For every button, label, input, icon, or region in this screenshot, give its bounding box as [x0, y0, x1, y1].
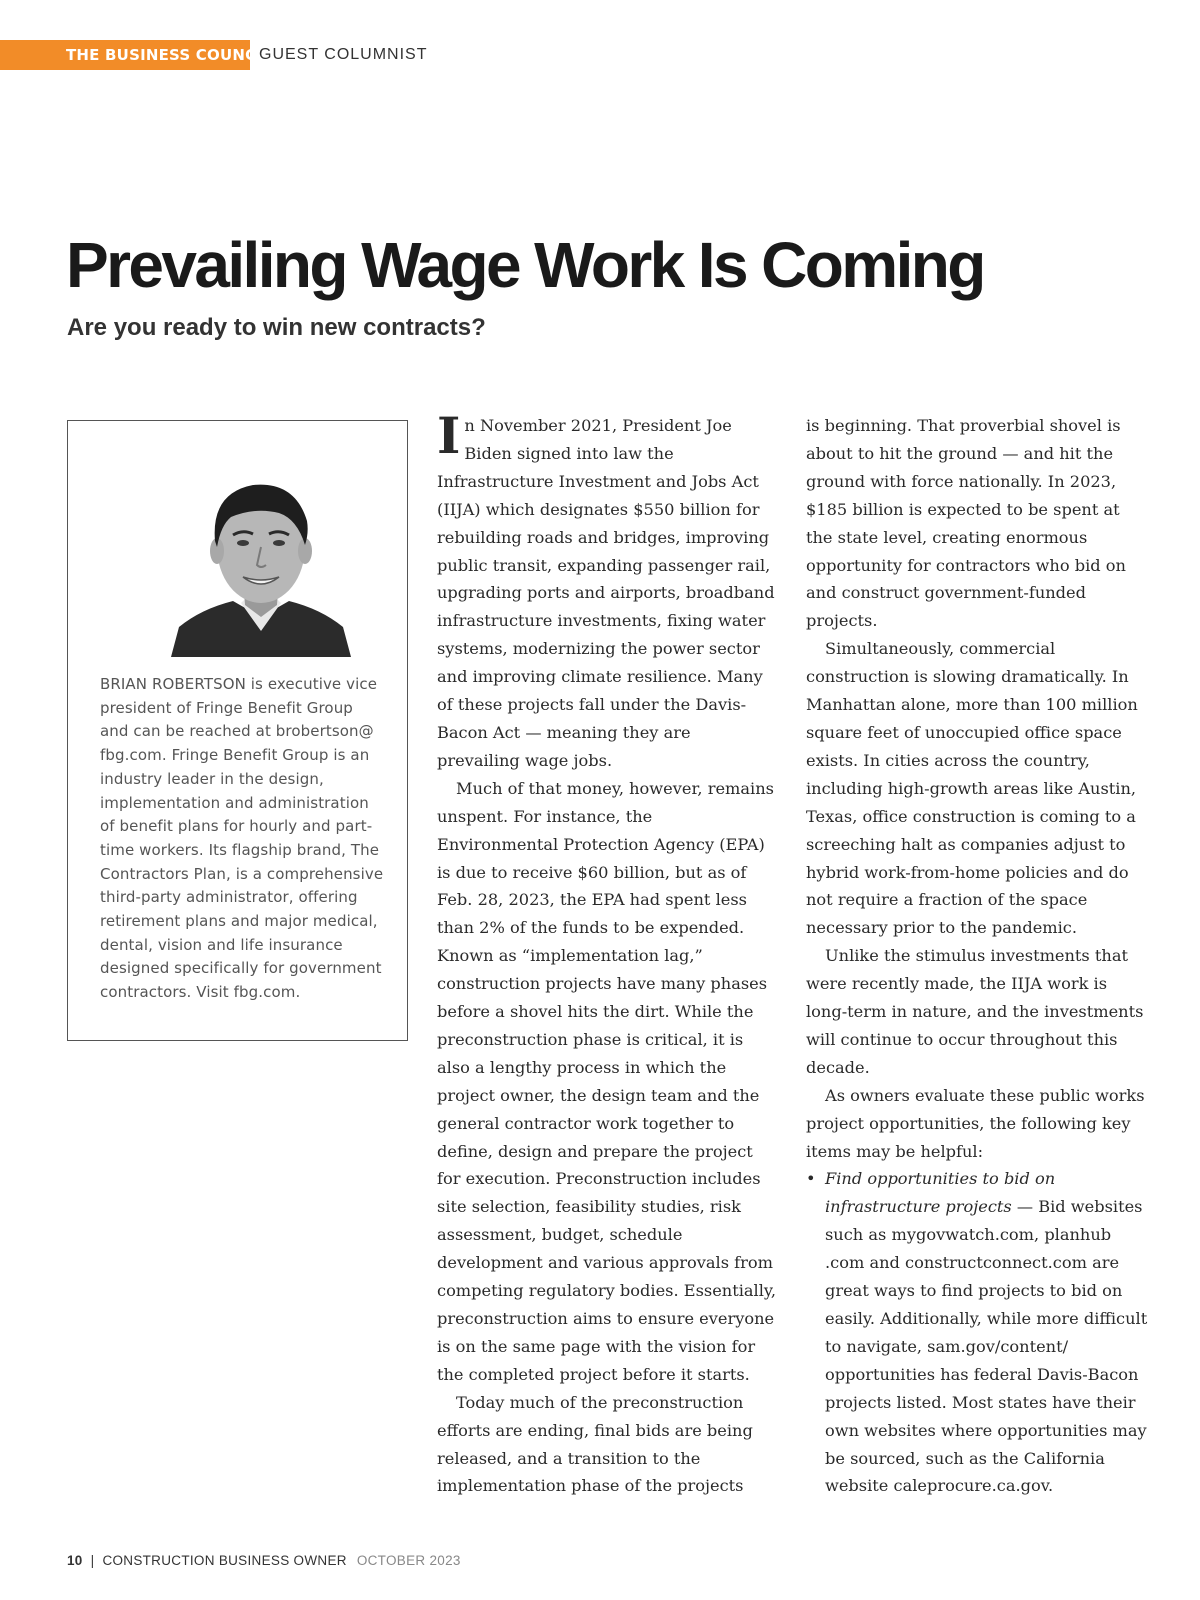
issue-date: OCTOBER 2023	[356, 1553, 461, 1568]
body-paragraph	[437, 406, 777, 775]
body-paragraph: Unlike the stimulus investments that were recently made, the IIJA work is long-term in nature, and the investments will continue to occur throughout this decade.	[806, 946, 1144, 1077]
body-paragraph: Simultaneously, commercial construction is slowing dramatically. In Manhattan alone, more than 100 million square feet of unoccupied office space exists. In cities across the country, including high-growth areas like Austin, Texas, office construction is coming to a screeching halt as companies adjust to hybrid work-from-home policies and do not require a fraction of the space necessary prior to the pandemic.	[806, 639, 1138, 938]
page-footer	[67, 1553, 461, 1568]
drop-cap: I	[437, 406, 461, 465]
author-bio: BRIAN ROBERTSON is executive vice president of Fringe Benefit Group and can be reached at brobertson@ fbg.com. Fringe Benefit Group is an industry leader in the design, implementation and administration of benefit plans for hourly and part-time workers. Its flagship brand, The Contractors Plan, is a comprehensive third-party administrator, offering retirement plans and major medical, dental, vision and life insurance designed specifically for government contractors. Visit fbg.com.	[100, 675, 384, 1002]
publication-name: CONSTRUCTION BUSINESS OWNER	[102, 1553, 347, 1568]
author-box	[67, 420, 408, 1041]
article-subtitle: Are you ready to win new contracts?	[67, 314, 486, 341]
body-paragraph: Today much of the preconstruction efforts are ending, final bids are being released, and a transition to the implementation phase of the projects	[437, 1392, 753, 1496]
section-tag: THE BUSINESS COUNCIL	[0, 40, 250, 70]
footer-separator: |	[90, 1553, 95, 1568]
list-item	[825, 1165, 1151, 1500]
page-number: 10	[67, 1553, 83, 1568]
list-item-lead: Find opportunities to bid on infrastructure projects	[825, 1169, 1056, 1217]
tips-list	[806, 1165, 1151, 1500]
paragraph-text: n November 2021, President Joe Biden signed into law the Infrastructure Investment and Jobs Act (IIJA) which designates $550 billion for rebuilding roads and bridges, improving public transit, expanding passenger rail, upgrading ports and airports, broadband infrastructure investments, fixing water systems, modernizing the power sector and improving climate resilience. Many of these projects fall under the Davis-Bacon Act — meaning they are prevailing wage jobs.	[437, 416, 775, 770]
article-column-1	[437, 406, 777, 1500]
body-paragraph: Much of that money, however, remains unspent. For instance, the Environmental Protection Agency (EPA) is due to receive $60 billion, but as of Feb. 28, 2023, the EPA had spent less than 2% of the funds to be expended. Known as “implementation lag,” construction projects have many phases before a shovel hits the dirt. While the preconstruction phase is critical, it is also a lengthy process in which the project owner, the design team and the general contractor work together to define, design and prepare the project for execution. Preconstruction includes site selection, feasibility studies, risk assessment, budget, schedule development and various approvals from competing regulatory bodies. Essentially, preconstruction aims to ensure everyone is on the same page with the vision for the completed project before it starts.	[437, 778, 777, 1384]
section-subtitle: GUEST COLUMNIST	[259, 46, 428, 63]
author-portrait	[171, 459, 351, 657]
article-column-2	[806, 412, 1151, 1500]
article-title: Prevailing Wage Work Is Coming	[66, 229, 984, 301]
body-paragraph: As owners evaluate these public works project opportunities, the following key items may be helpful:	[806, 1085, 1145, 1161]
body-paragraph: is beginning. That proverbial shovel is about to hit the ground — and hit the ground with force nationally. In 2023, $185 billion is expected to be spent at the state level, creating enormous opportunity for contractors who bid on and construct government-funded projects.	[806, 416, 1126, 631]
list-item-text: — Bid websites such as mygovwatch.com, planhub .com and constructconnect.com are great ways to find projects to bid on easily. Additionally, while more difficult to navigate, sam.gov/content/ opportunities has federal Davis-Bacon projects listed. Most states have their own websites where opportunities may be sourced, such as the California website caleprocure.ca.gov.	[825, 1197, 1148, 1496]
